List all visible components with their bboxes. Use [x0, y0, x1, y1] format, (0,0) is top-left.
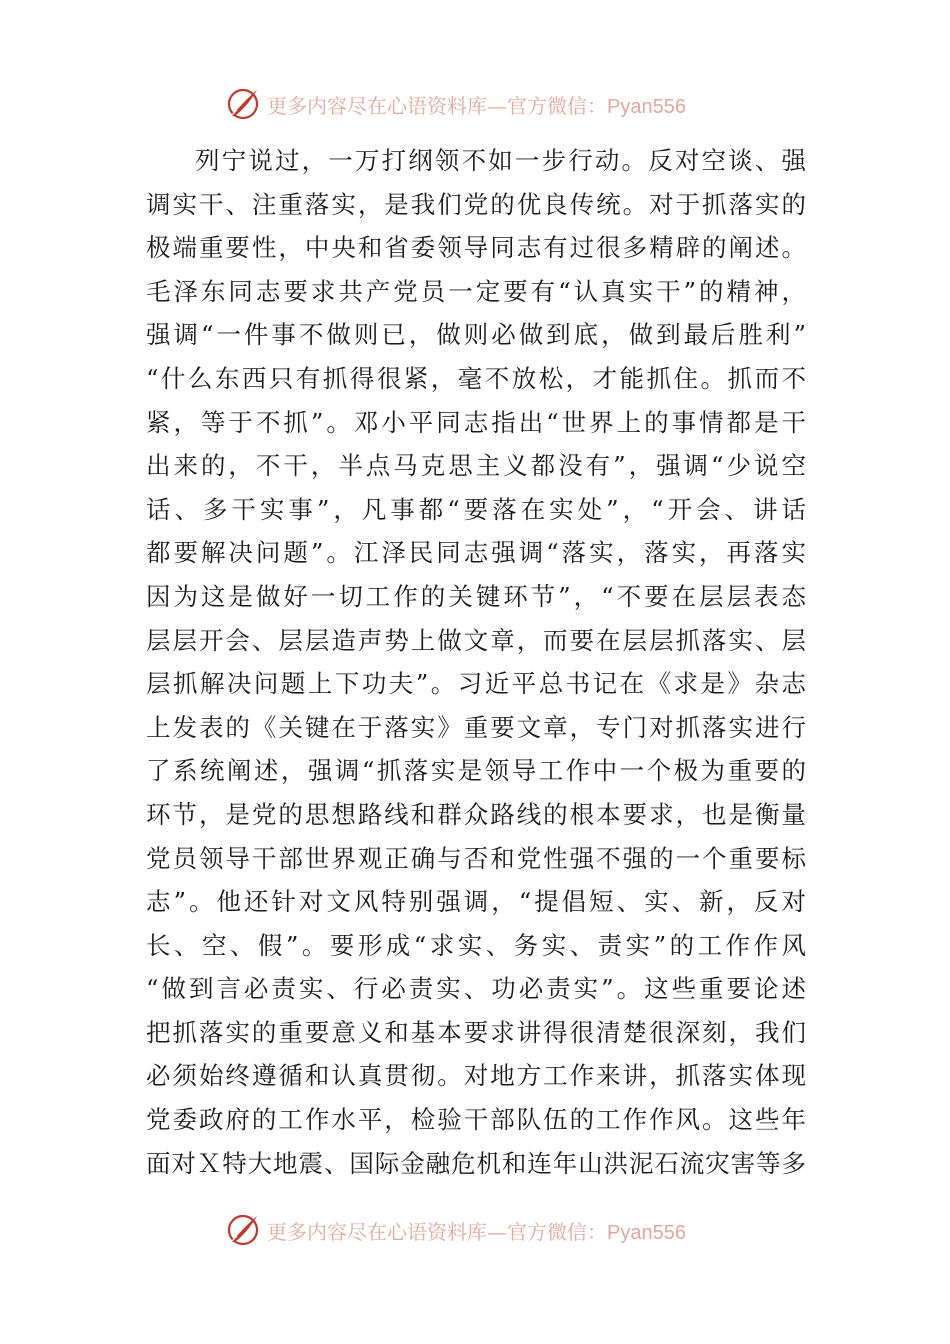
footer-wechat-id: Pyan556 — [607, 1221, 686, 1244]
text-line-9: 话、多干实事”，凡事都“要落在实处”，“开会、讲话 — [146, 494, 806, 524]
text-line-12: 层层开会、层层造声势上做文章，而要在层层抓落实、层 — [146, 625, 806, 655]
text-line-7: 紧，等于不抓”。邓小平同志指出“世界上的事情都是干 — [146, 407, 806, 437]
text-line-10: 都要解决问题”。江泽民同志强调“落实，落实，再落实 — [146, 538, 806, 568]
text-line-2: 调实干、注重落实，是我们党的优良传统。对于抓落实的 — [146, 189, 806, 219]
header-wechat-id: Pyan556 — [607, 95, 686, 118]
text-line-5: 强调“一件事不做则已，做则必做到底，做到最后胜利” — [146, 320, 806, 350]
header-banner-text — [267, 90, 686, 119]
text-line-23: 党委政府的工作水平，检验干部队伍的工作作风。这些年 — [146, 1105, 806, 1135]
text-line-16: 环节，是党的思想路线和群众路线的根本要求，也是衡量 — [146, 799, 806, 829]
text-line-1: 列宁说过，一万打纲领不如一步行动。反对空谈、强 — [195, 146, 806, 175]
text-line-4: 毛泽东同志要求共产党员一定要有“认真实干”的精神， — [146, 276, 806, 306]
text-line-20: “做到言必责实、行必责实、功必责实”。这些重要论述 — [146, 974, 806, 1004]
text-line-13: 层抓解决问题上下功夫”。习近平总书记在《求是》杂志 — [146, 669, 806, 699]
text-line-18: 志”。他还针对文风特别强调，“提倡短、实、新，反对 — [146, 887, 806, 917]
text-line-24: 面对Ｘ特大地震、国际金融危机和连年山洪泥石流灾害等多 — [146, 1148, 806, 1178]
text-line-15: 了系统阐述，强调“抓落实是领导工作中一个极为重要的 — [146, 756, 806, 786]
text-line-17: 党员领导干部世界观正确与否和党性强不强的一个重要标 — [146, 843, 806, 873]
header-banner-label: 更多内容尽在心语资料库—官方微信： — [267, 93, 607, 118]
footer-banner — [225, 1210, 745, 1250]
text-line-14: 上发表的《关键在于落实》重要文章，专门对抓落实进行 — [146, 712, 806, 742]
text-line-3: 极端重要性，中央和省委领导同志有过很多精辟的阐述。 — [146, 233, 806, 263]
text-line-8: 出来的，不干，半点马克思主义都没有”，强调“少说空 — [146, 451, 806, 481]
text-line-22: 必须始终遵循和认真贯彻。对地方工作来讲，抓落实体现 — [146, 1061, 806, 1091]
footer-banner-text — [267, 1216, 686, 1245]
document-body — [146, 139, 806, 1185]
quill-pen-logo-icon — [225, 86, 261, 122]
text-line-11: 因为这是做好一切工作的关键环节”，“不要在层层表态 — [146, 581, 806, 611]
header-banner — [225, 84, 745, 124]
text-line-19: 长、空、假”。要形成“求实、务实、责实”的工作作风 — [146, 930, 806, 960]
footer-banner-label: 更多内容尽在心语资料库—官方微信： — [267, 1219, 607, 1244]
text-line-6: “什么东西只有抓得很紧，毫不放松，才能抓住。抓而不 — [146, 363, 806, 393]
quill-pen-logo-icon — [225, 1212, 261, 1248]
text-line-21: 把抓落实的重要意义和基本要求讲得很清楚很深刻，我们 — [146, 1017, 806, 1047]
